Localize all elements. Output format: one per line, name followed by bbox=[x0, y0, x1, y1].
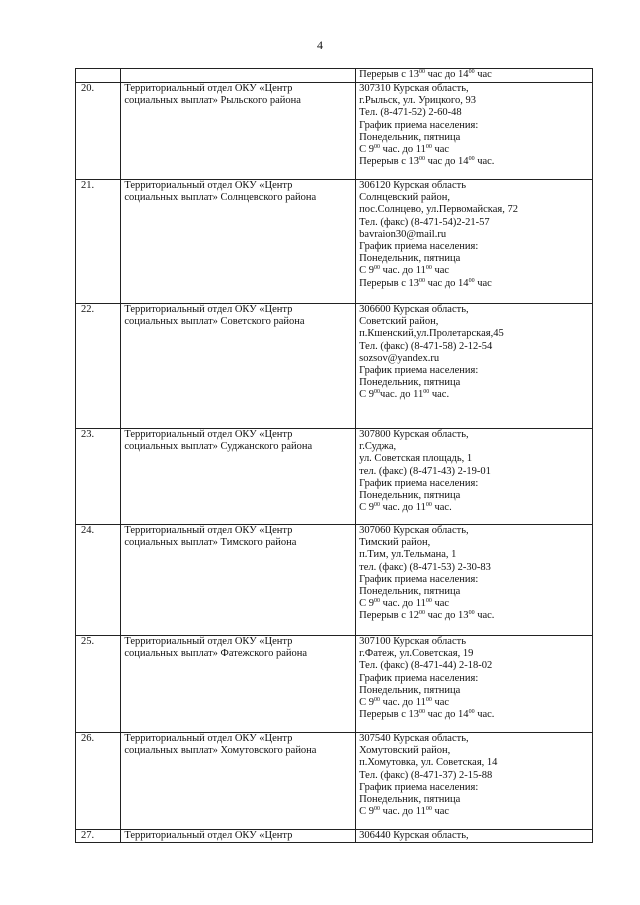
info-line: п.Тим, ул.Тельмана, 1 bbox=[359, 549, 457, 561]
office-name-line: Территориальный отдел ОКУ «Центр bbox=[124, 525, 293, 536]
table-row bbox=[76, 525, 593, 636]
info-line: тел. (факс) (8-471-53) 2-30-83 bbox=[359, 561, 491, 573]
office-name-line: социальных выплат» Фатежского района bbox=[124, 648, 308, 660]
info-line: График приема населения: bbox=[359, 477, 479, 489]
info-line: Понедельник, пятница bbox=[359, 794, 461, 806]
office-name-line: Территориальный отдел ОКУ «Центр bbox=[124, 304, 293, 315]
office-name-line: Территориальный отдел ОКУ «Центр bbox=[124, 180, 293, 191]
info-line: 307100 Курская область bbox=[359, 636, 466, 647]
page-number: 4 bbox=[317, 38, 323, 52]
offices-table bbox=[75, 68, 593, 843]
info-line: г.Фатеж, ул.Советская, 19 bbox=[359, 648, 474, 660]
info-line: Хомутовский район, bbox=[359, 745, 451, 757]
office-name-line: социальных выплат» Хомутовского района bbox=[124, 745, 317, 757]
row-number: 26. bbox=[81, 733, 95, 744]
cell-number bbox=[76, 733, 121, 830]
table-row bbox=[76, 830, 593, 843]
cell-name bbox=[121, 525, 356, 636]
hours-line: Перерыв с $13^{00}$ час до $14^{00}$ час. bbox=[359, 156, 495, 168]
row-number: 25. bbox=[81, 636, 95, 647]
row-number: 24. bbox=[81, 525, 95, 536]
cell-name bbox=[121, 304, 356, 429]
info-line: п.Хомутовка, ул. Советская, 14 bbox=[359, 757, 498, 769]
info-line: Понедельник, пятница bbox=[359, 131, 461, 143]
row-number: 27. bbox=[81, 830, 95, 841]
hours-line: С $9^{00}$ час. до $11^{00}$ час bbox=[359, 598, 450, 610]
cell-info bbox=[356, 69, 593, 83]
info-line: тел. (факс) (8-471-43) 2-19-01 bbox=[359, 465, 491, 477]
hours-line: С $9^{00}$ час. до $11^{00}$ час bbox=[359, 806, 450, 818]
cell-number bbox=[76, 429, 121, 525]
table-row bbox=[76, 733, 593, 830]
table-row bbox=[76, 636, 593, 733]
office-name-line: социальных выплат» Тимского района bbox=[124, 537, 297, 549]
office-name-line: Территориальный отдел ОКУ «Центр bbox=[124, 429, 293, 440]
info-line: 306440 Курская область, bbox=[359, 830, 469, 841]
info-line: Тел. (факс) (8-471-37) 2-15-88 bbox=[359, 769, 493, 781]
hours-line: Перерыв с $13^{00}$ час до $14^{00}$ час bbox=[359, 277, 492, 289]
cell-info bbox=[356, 304, 593, 429]
info-line: sozsov@yandex.ru bbox=[359, 352, 440, 364]
cell-info bbox=[356, 83, 593, 180]
row-number: 21. bbox=[81, 180, 95, 191]
hours-line: С $9^{00}час$. до $11^{00}$ час. bbox=[359, 389, 450, 401]
info-line: г.Рыльск, ул. Урицкого, 93 bbox=[359, 95, 476, 107]
cell-info bbox=[356, 525, 593, 636]
hours-line: С $9^{00}$ час. до $11^{00}$ час bbox=[359, 697, 450, 709]
info-line: 306600 Курская область, bbox=[359, 304, 469, 315]
cell-name bbox=[121, 636, 356, 733]
info-line: 307540 Курская область, bbox=[359, 733, 469, 744]
info-line: 306120 Курская область bbox=[359, 180, 466, 191]
cell-number bbox=[76, 525, 121, 636]
row-number: 23. bbox=[81, 429, 95, 440]
cell-number bbox=[76, 830, 121, 843]
table-row bbox=[76, 180, 593, 304]
cell-number bbox=[76, 83, 121, 180]
hours-line: С $9^{00}$ час. до $11^{00}$ час bbox=[359, 265, 450, 277]
office-name-line: Территориальный отдел ОКУ «Центр bbox=[124, 636, 293, 647]
info-line: Советский район, bbox=[359, 316, 439, 328]
info-line: 307060 Курская область, bbox=[359, 525, 469, 536]
cell-name bbox=[121, 69, 356, 83]
info-line: Понедельник, пятница bbox=[359, 684, 461, 696]
row-number: 20. bbox=[81, 83, 95, 94]
office-name-line: Территориальный отдел ОКУ «Центр bbox=[124, 83, 293, 94]
info-line: ул. Советская площадь, 1 bbox=[359, 453, 473, 465]
info-line: Тимский район, bbox=[359, 537, 431, 549]
cell-name bbox=[121, 733, 356, 830]
info-line: 307310 Курская область, bbox=[359, 83, 469, 94]
info-line: Тел. (8-471-52) 2-60-48 bbox=[359, 107, 462, 119]
office-name-line: Территориальный отдел ОКУ «Центр bbox=[124, 733, 293, 744]
info-line: Понедельник, пятница bbox=[359, 377, 461, 389]
table-row bbox=[76, 304, 593, 429]
cell-number bbox=[76, 180, 121, 304]
cell-name bbox=[121, 830, 356, 843]
info-line: г.Суджа, bbox=[359, 441, 397, 453]
info-line: п.Кшенский,ул.Пролетарская,45 bbox=[359, 328, 504, 340]
cell-info bbox=[356, 830, 593, 843]
table-row bbox=[76, 83, 593, 180]
hours-line: Перерыв с $12^{00}$ час до $13^{00}$ час. bbox=[359, 610, 495, 622]
info-line: Понедельник, пятница bbox=[359, 586, 461, 598]
info-line: Солнцевский район, bbox=[359, 192, 450, 204]
table-row bbox=[76, 429, 593, 525]
cell-name bbox=[121, 429, 356, 525]
hours-line: С $9^{00}$ час. до $11^{00}$ час. bbox=[359, 502, 452, 514]
break-hours-line: Перерыв с $13^{00}$ час до $14^{00}$ час bbox=[359, 69, 492, 80]
cell-number bbox=[76, 304, 121, 429]
info-line: График приема населения: bbox=[359, 241, 479, 253]
office-name-line: социальных выплат» Солнцевского района bbox=[124, 192, 317, 204]
info-line: bavraion30@mail.ru bbox=[359, 228, 447, 240]
hours-line: Перерыв с $13^{00}$ час до $14^{00}$ час. bbox=[359, 709, 495, 721]
info-line: Понедельник, пятница bbox=[359, 490, 461, 502]
office-name-line: Территориальный отдел ОКУ «Центр bbox=[124, 830, 293, 841]
info-line: График приема населения: bbox=[359, 781, 479, 793]
info-line: График приема населения: bbox=[359, 119, 479, 131]
cell-name bbox=[121, 83, 356, 180]
cell-info bbox=[356, 636, 593, 733]
cell-name bbox=[121, 180, 356, 304]
info-line: Тел. (факс) (8-471-58) 2-12-54 bbox=[359, 340, 493, 352]
info-line: пос.Солнцево, ул.Первомайская, 72 bbox=[359, 204, 518, 216]
cell-number bbox=[76, 636, 121, 733]
info-line: Тел. (факс) (8-471-44) 2-18-02 bbox=[359, 660, 493, 672]
info-line: Тел. (факс) (8-471-54)2-21-57 bbox=[359, 216, 490, 228]
cell-info bbox=[356, 429, 593, 525]
info-line: Понедельник, пятница bbox=[359, 253, 461, 265]
table-row-continuation bbox=[76, 69, 593, 83]
office-name-line: социальных выплат» Рыльского района bbox=[124, 95, 301, 107]
info-line: 307800 Курская область, bbox=[359, 429, 469, 440]
cell-info bbox=[356, 180, 593, 304]
hours-line: С $9^{00}$ час. до $11^{00}$ час bbox=[359, 144, 450, 156]
cell-number bbox=[76, 69, 121, 83]
cell-info bbox=[356, 733, 593, 830]
office-name-line: социальных выплат» Суджанского района bbox=[124, 441, 313, 453]
info-line: График приема населения: bbox=[359, 573, 479, 585]
row-number: 22. bbox=[81, 304, 95, 315]
info-line: График приема населения: bbox=[359, 365, 479, 377]
info-line: График приема населения: bbox=[359, 672, 479, 684]
office-name-line: социальных выплат» Советского района bbox=[124, 316, 305, 328]
